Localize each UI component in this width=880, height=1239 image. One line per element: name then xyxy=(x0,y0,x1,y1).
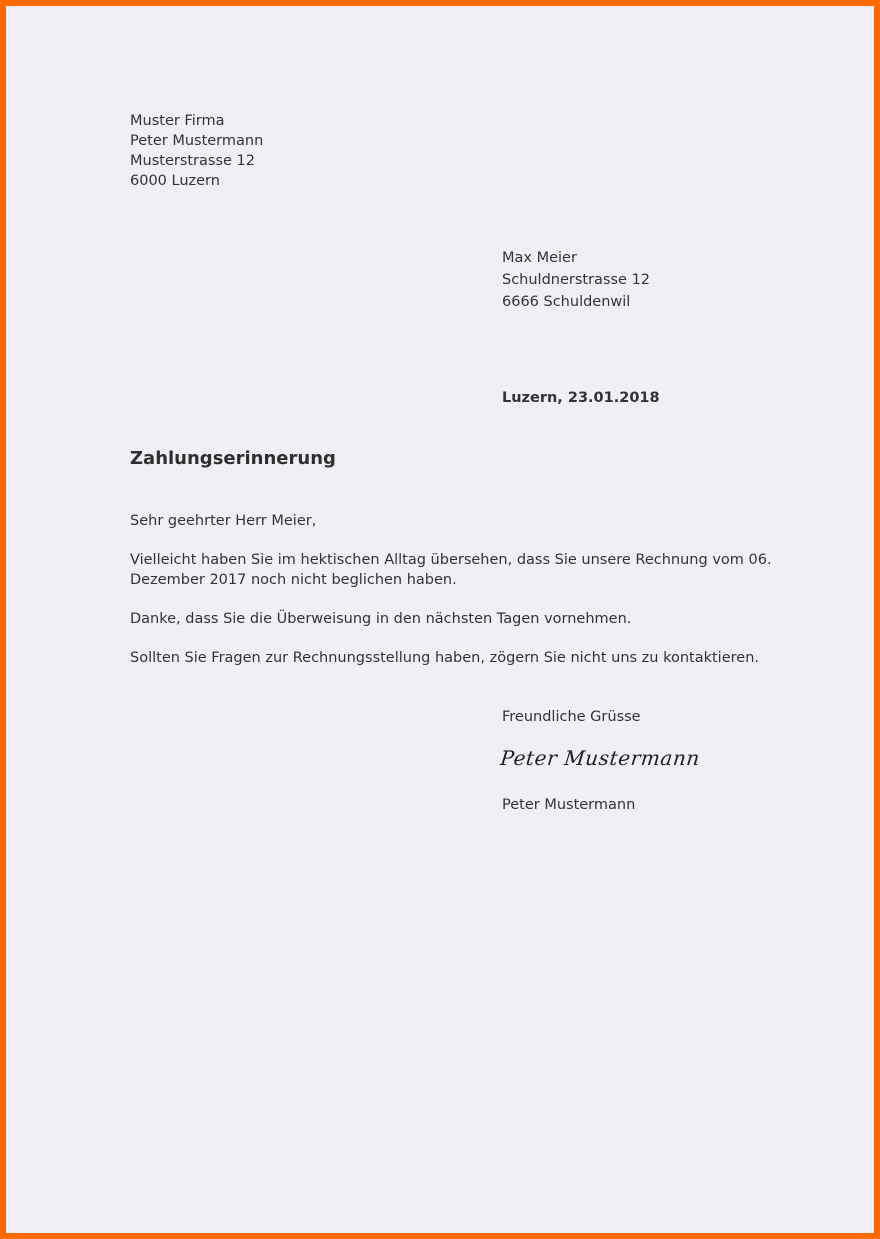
recipient-name: Max Meier xyxy=(502,250,577,266)
handwritten-signature: Peter Mustermann xyxy=(499,746,702,770)
signer-name: Peter Mustermann xyxy=(502,797,636,813)
closing-phrase: Freundliche Grüsse xyxy=(502,709,641,725)
sender-address xyxy=(130,111,263,191)
sender-name: Peter Mustermann xyxy=(130,133,264,149)
sender-street: Musterstrasse 12 xyxy=(130,153,255,169)
body-paragraph-3: Sollten Sie Fragen zur Rechnungsstellung haben, zögern Sie nicht uns zu kontaktieren. xyxy=(130,650,759,666)
letter-subject: Zahlungserinnerung xyxy=(130,448,336,469)
sender-city: 6000 Luzern xyxy=(130,173,220,189)
letter-page xyxy=(6,6,874,1233)
body-paragraph-1: Vielleicht haben Sie im hektischen Alltag übersehen, dass Sie unsere Rechnung vom 06. Dezember 2017 noch nicht beglichen haben. xyxy=(130,552,772,588)
recipient-city: 6666 Schuldenwil xyxy=(502,294,631,310)
date-line: Luzern, 23.01.2018 xyxy=(502,390,660,406)
salutation: Sehr geehrter Herr Meier, xyxy=(130,513,317,529)
recipient-street: Schuldnerstrasse 12 xyxy=(502,272,651,288)
sender-company: Muster Firma xyxy=(130,113,225,129)
body-paragraph-2: Danke, dass Sie die Überweisung in den nächsten Tagen vornehmen. xyxy=(130,611,632,627)
recipient-address xyxy=(502,247,650,313)
